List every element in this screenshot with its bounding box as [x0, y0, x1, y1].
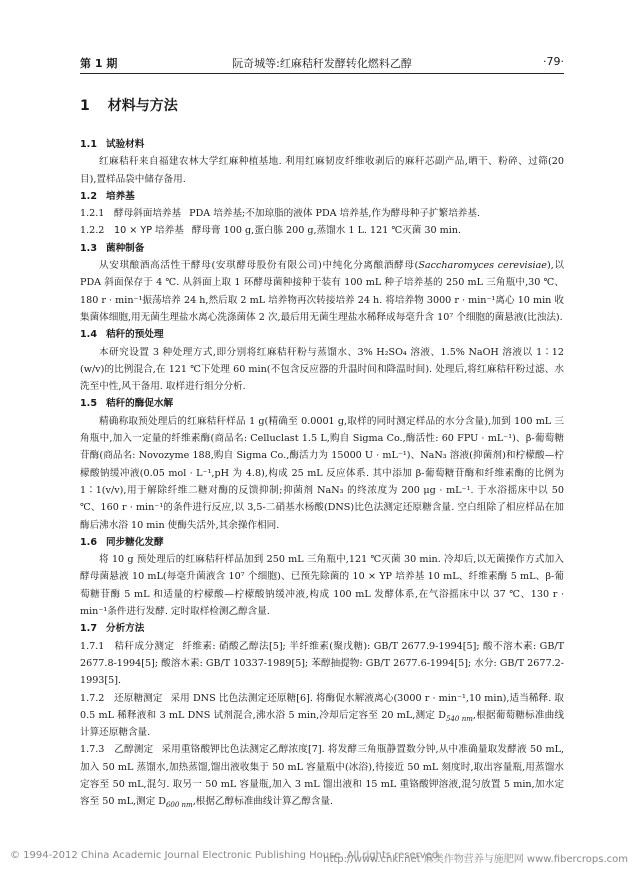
subsection-heading: 1.7 分析方法 — [80, 623, 145, 635]
paragraph: 红麻秸秆来自福建农林大学红麻种植基地. 利用红麻韧皮纤维收剥后的麻秆芯副产品,晒干、粉碎、过筛(20 目),置样品袋中储存备用. — [80, 156, 564, 185]
section-title: 材料与方法 — [107, 98, 178, 114]
subsubsection-paragraph: 1.7.1 秸秆成分测定 纤维素: 硝酸乙醇法[5]; 半纤维素(聚戊糖): GB/T 2677.9-1994[5]; 酸不溶木素: GB/T 2677.8-1994[5]; 酸溶木素: GB/T 10337-1989[5]; 苯醇抽提物: GB/T 2677.6-1994[5]; 水分: GB/T 2677.2-1993[5]. — [80, 640, 565, 687]
source-watermark: http://www.cnki.net 麻类作物营养与施肥网 www.fibercrops.com — [323, 854, 628, 865]
subsubsection-paragraph: 1.2.1 酵母斜面培养基 PDA 培养基;不加琼脂的液体 PDA 培养基,作为酵母种子扩繁培养基. — [80, 208, 481, 220]
header-rule — [80, 73, 564, 74]
subsubsection-paragraph: 1.7.3 乙醇测定 采用重铬酸钾比色法测定乙醇浓度[7]. 将发酵三角瓶静置数分钟,从中准确量取发酵液 50 mL,加入 50 mL 蒸馏水,加热蒸馏,馏出液收集于 50 mL 容量瓶中(冰浴),待接近 50 mL 刻度时,取出容量瓶,用蒸馏水定容至 50 mL,混匀. 取另一 50 mL 容量瓶,加入 3 mL 馏出液和 15 mL 重铬酸钾溶液,混匀放置 5 min,加水定容至 50 mL,测定 $D_{600 nm}$,根据乙醇标准曲线计算乙醇含量. — [80, 744, 565, 810]
subsection-heading: 1.4 秸秆的预处理 — [80, 329, 164, 341]
section-number: 1 — [80, 98, 90, 114]
subsection-heading: 1.6 同步糖化发酵 — [80, 536, 164, 548]
subsubsection-paragraph: 1.2.2 10 × YP 培养基 酵母膏 100 g,蛋白胨 200 g,蒸馏水 1 L. 121 ℃灭菌 30 min. — [80, 225, 462, 237]
species-name: Saccharomyces cerevisiae — [418, 260, 547, 272]
paragraph: 将 10 g 预处理后的红麻秸秆样品加到 250 mL 三角瓶中,121 ℃灭菌 30 min. 冷却后,以无菌操作方式加入酵母菌悬液 10 mL(每毫升菌液含 10⁷ 个细胞)、已预先除菌的 10 × YP 培养基 10 mL、纤维素酶 5 mL、β-葡萄糖苷酶 5 mL 和适量的柠檬酸—柠檬酸钠缓冲液,构成 100 mL 发酵体系,在气浴摇床中以 37 ℃、130 r · min⁻¹条件进行发酵. 定时取样检测乙醇含量. — [80, 554, 564, 618]
section-heading — [80, 96, 564, 116]
subsection-heading: 1.2 培养基 — [80, 190, 135, 202]
page-number: ·79· — [543, 55, 564, 68]
subsection-heading: 1.3 菌种制备 — [80, 242, 145, 254]
paragraph: 本研究设置 3 种处理方式,即分别将红麻秸秆粉与蒸馏水、3% H₂SO₄ 溶液、1.5% NaOH 溶液以 1∶12 (w/v)的比例混合,在 121 ℃下处理 60 min(不包含反应器的升温时间和降温时间). 处理后,将红麻秸秆粉过滤、水洗至中性,风干备用. 取样进行组分分析. — [80, 346, 564, 393]
subsubsection-paragraph: 1.7.2 还原糖测定 采用 DNS 比色法测定还原糖[6]. 将酶促水解液离心(3000 r · min⁻¹,10 min),适当稀释. 取 0.5 mL 稀释液和 3 mL DNS 试剂混合,沸水浴 5 min,冷却后定容至 20 mL,测定 $D_{540 nm}$,根据葡萄糖标准曲线计算还原糖含量. — [80, 692, 565, 739]
subsection-heading: 1.5 秸秆的酶促水解 — [80, 398, 174, 410]
article-body — [80, 96, 564, 811]
subsection-heading: 1.1 试验材料 — [80, 139, 145, 150]
copyright-notice: © 1994-2012 China Academic Journal Electronic Publishing House. All rights reserved. — [10, 850, 442, 861]
paragraph: 从安琪酿酒高活性干酵母(安琪酵母股份有限公司)中纯化分离酿酒酵母(Saccharomyces cerevisiae),以 PDA 斜面保存于 4 ℃. 从斜面上取 1 环酵母菌种接种于装有 100 mL 种子培养基的 250 mL 三角瓶中,30 ℃、180 r · min⁻¹振荡培养 24 h,然后取 2 mL 培养物再次转接培养 24 h. 将培养物 3000 r · min⁻¹离心 10 min 收集菌体细胞,用无菌生理盐水离心洗涤菌体 2 次,最后用无菌生理盐水稀释成每毫升含 10⁷ 个细胞的菌悬液(比浊法). — [80, 260, 565, 323]
running-title: 阮奇城等:红麻秸秆发酵转化燃料乙醇 — [232, 57, 412, 70]
issue-number: 第 1 期 — [80, 57, 118, 70]
running-header — [80, 55, 564, 71]
paragraph: 精确称取预处理后的红麻秸秆样品 1 g(精确至 0.0001 g,取样的同时测定样品的水分含量),加到 100 mL 三角瓶中,加入一定量的纤维素酶(商品名: Celluclast 1.5 L,购自 Sigma Co.,酶活性: 60 FPU · mL⁻¹)、β-葡萄糖苷酶(商品名: Novozyme 188,购自 Sigma Co.,酶活力为 15000 U · mL⁻¹)、NaN₃ 溶液(抑菌剂)和柠檬酸—柠檬酸钠缓冲液(0.05 mol · L⁻¹,pH 为 4.8),构成 25 mL 反应体系. 其中添加 β-葡萄糖苷酶和纤维素酶的比例为 1∶1(v/v),用于解除纤维二糖对酶的反馈抑制;抑菌剂 NaN₃ 的终浓度为 200 μg · mL⁻¹. 于水浴摇床中以 50 ℃、160 r · min⁻¹的条件进行反应,以 3,5-二硝基水杨酸(DNS)比色法测定还原糖含量. 空白组除了相应样品在加酶后沸水浴 10 min 使酶失活外,其余操作相同. — [80, 415, 564, 531]
